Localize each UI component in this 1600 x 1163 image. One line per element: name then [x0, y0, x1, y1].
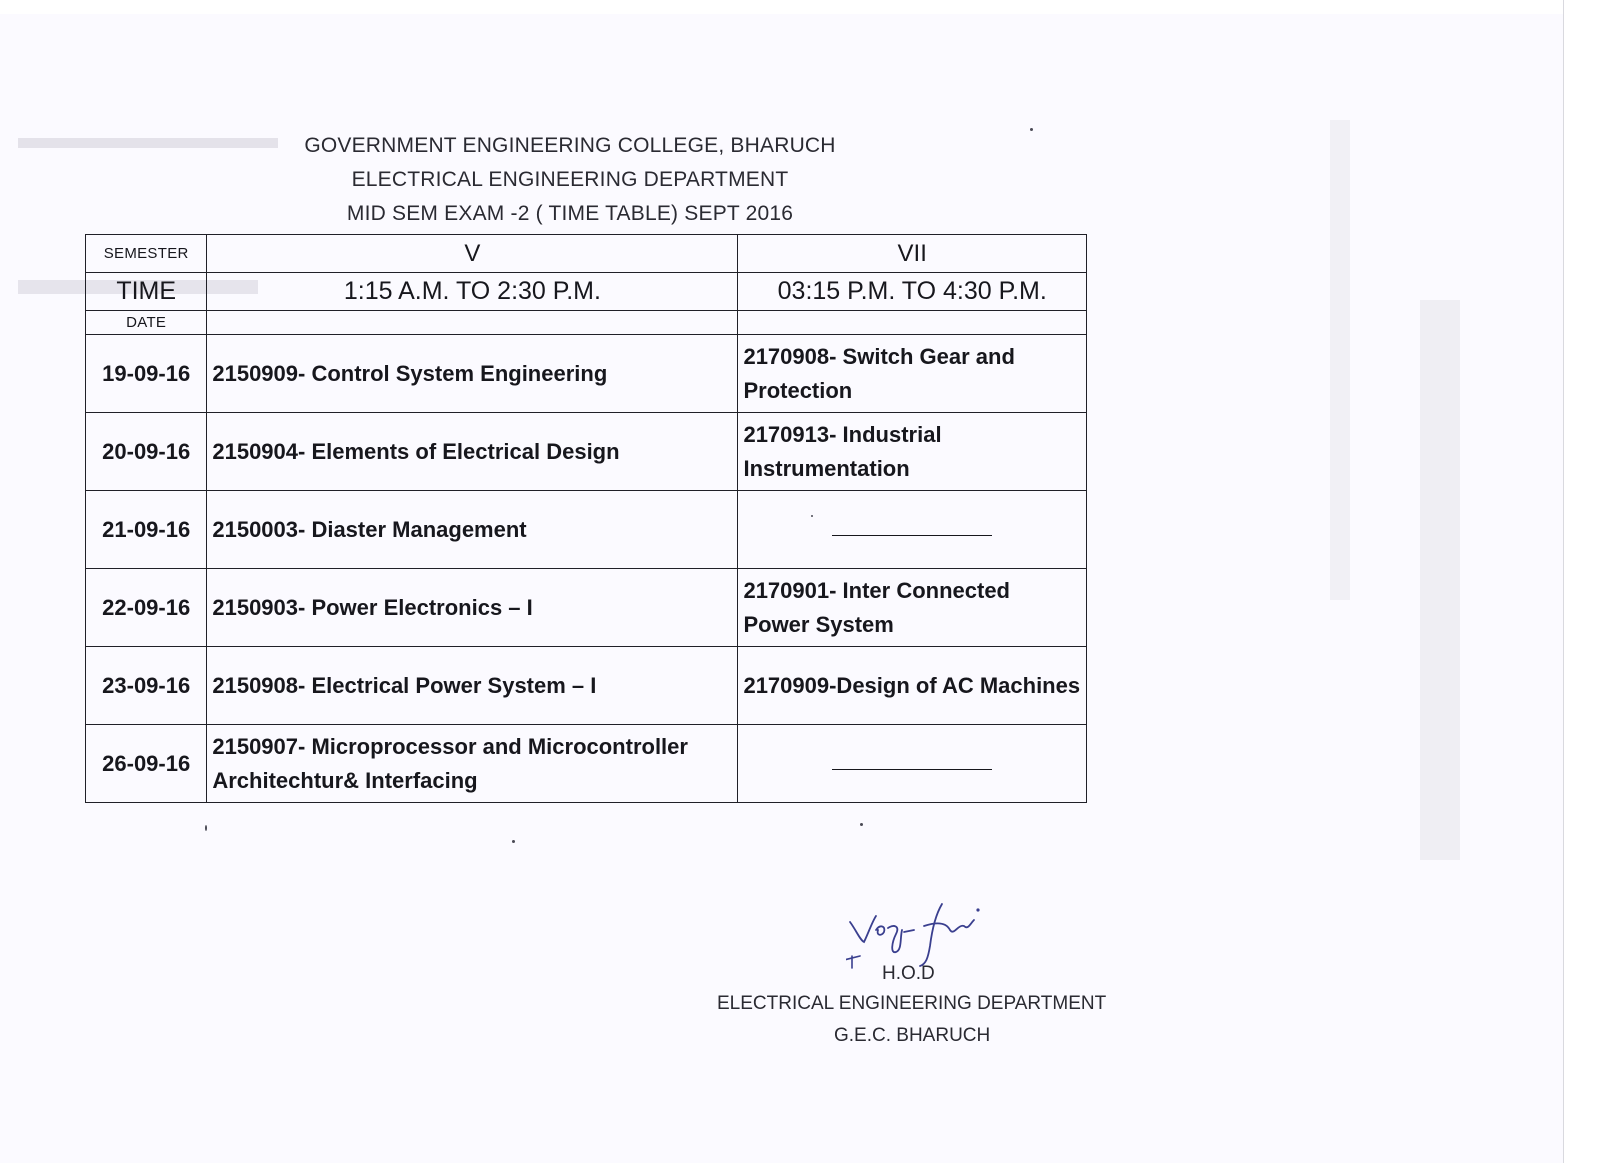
semester-v-subject: 2150903- Power Electronics – I — [207, 569, 738, 647]
exam-date: 26-09-16 — [86, 725, 207, 803]
date-label: DATE — [86, 311, 207, 335]
footer-department: ELECTRICAL ENGINEERING DEPARTMENT — [717, 993, 1107, 1014]
exam-date: 20-09-16 — [86, 413, 207, 491]
time-semester-vii: 03:15 P.M. TO 4:30 P.M. — [738, 273, 1087, 311]
scan-speck — [860, 823, 863, 826]
exam-date: 23-09-16 — [86, 647, 207, 725]
table-row — [86, 335, 1087, 413]
semester-v-subject: 2150003- Diaster Management — [207, 491, 738, 569]
table-row — [86, 491, 1087, 569]
time-label: TIME — [86, 273, 207, 311]
footer-college: G.E.C. BHARUCH — [834, 1025, 991, 1046]
scan-speck — [1030, 128, 1033, 131]
table-row — [86, 413, 1087, 491]
semester-row — [86, 235, 1087, 273]
semester-vii-subject: 2170909-Design of AC Machines — [738, 647, 1087, 725]
table-row — [86, 725, 1087, 803]
semester-vii-no-exam — [738, 491, 1087, 569]
semester-v-subject: 2150909- Control System Engineering — [207, 335, 738, 413]
semester-v-subject: 2150907- Microprocessor and Microcontroller Architechtur& Interfacing — [207, 725, 738, 803]
college-name: GOVERNMENT ENGINEERING COLLEGE, BHARUCH — [304, 134, 836, 157]
semester-label: SEMESTER — [86, 235, 207, 273]
empty-cell — [207, 311, 738, 335]
semester-vii-subject: 2170901- Inter Connected Power System — [738, 569, 1087, 647]
department-name: ELECTRICAL ENGINEERING DEPARTMENT — [351, 168, 789, 191]
scan-speck — [811, 515, 813, 517]
date-label-row — [86, 311, 1087, 335]
scan-speck — [205, 825, 207, 831]
semester-v-subject: 2150908- Electrical Power System – I — [207, 647, 738, 725]
exam-title: MID SEM EXAM -2 ( TIME TABLE) SEPT 2016 — [346, 202, 794, 225]
semester-vii-heading: VII — [738, 235, 1087, 273]
scan-edge-top — [0, 0, 1600, 14]
blank-line — [832, 523, 992, 536]
table-row — [86, 647, 1087, 725]
show-through-mark — [1330, 120, 1350, 600]
blank-line — [832, 757, 992, 770]
scan-speck — [512, 840, 515, 843]
hod-signature — [846, 900, 1006, 970]
time-row — [86, 273, 1087, 311]
table-row — [86, 569, 1087, 647]
semester-vii-subject: 2170908- Switch Gear and Protection — [738, 335, 1087, 413]
time-semester-v: 1:15 A.M. TO 2:30 P.M. — [207, 273, 738, 311]
exam-date: 19-09-16 — [86, 335, 207, 413]
show-through-mark — [1420, 300, 1460, 860]
semester-vii-subject: 2170913- Industrial Instrumentation — [738, 413, 1087, 491]
semester-v-heading: V — [207, 235, 738, 273]
semester-v-subject: 2150904- Elements of Electrical Design — [207, 413, 738, 491]
empty-cell — [738, 311, 1087, 335]
timetable — [85, 234, 1087, 803]
exam-date: 22-09-16 — [86, 569, 207, 647]
exam-date: 21-09-16 — [86, 491, 207, 569]
footer-hod-title: H.O.D — [882, 963, 935, 984]
scan-edge-right — [1563, 0, 1600, 1163]
semester-vii-no-exam — [738, 725, 1087, 803]
